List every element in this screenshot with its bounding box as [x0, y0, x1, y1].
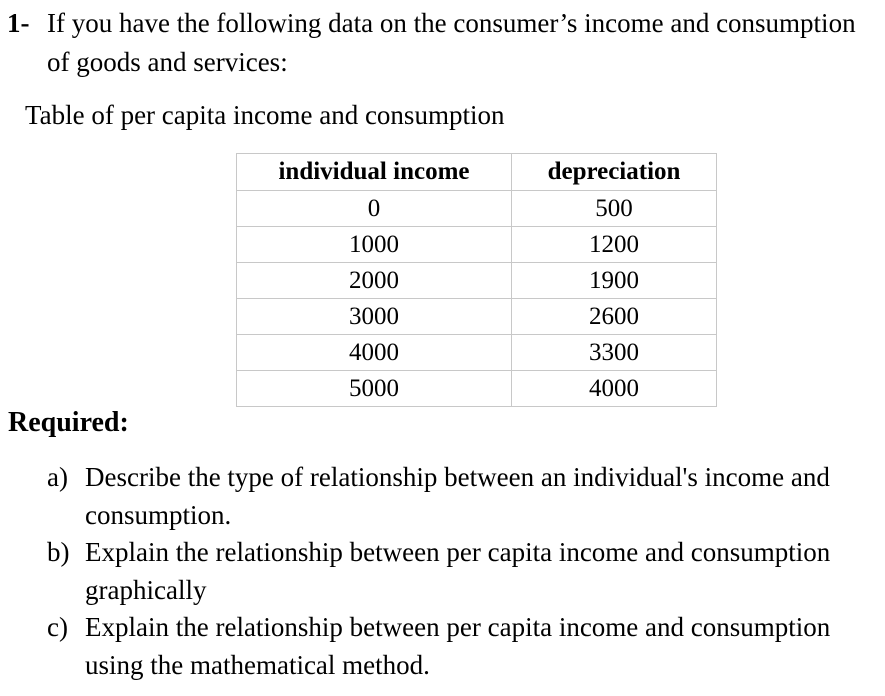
table-row — [237, 335, 717, 371]
column-header-individual-income: individual income — [237, 154, 512, 191]
table-row — [237, 299, 717, 335]
item-text: Describe the type of relationship between an individual's income and consumption. — [85, 462, 830, 530]
depreciation-cell: 1900 — [512, 263, 717, 299]
depreciation-cell: 1200 — [512, 227, 717, 263]
item-text: Explain the relationship between per capita income and consumption using the mathematical method. — [85, 612, 831, 680]
list-item — [47, 459, 877, 534]
income-consumption-table — [236, 153, 717, 407]
income-cell: 4000 — [237, 335, 512, 371]
depreciation-cell: 500 — [512, 191, 717, 227]
table-row — [237, 263, 717, 299]
income-cell: 0 — [237, 191, 512, 227]
item-marker: a) — [47, 462, 68, 492]
table-row — [237, 227, 717, 263]
table-row — [237, 371, 717, 407]
required-heading: Required: — [8, 407, 129, 438]
item-marker: b) — [47, 537, 70, 567]
income-cell: 3000 — [237, 299, 512, 335]
depreciation-cell: 2600 — [512, 299, 717, 335]
table-caption: Table of per capita income and consumption — [25, 100, 505, 130]
depreciation-cell: 4000 — [512, 371, 717, 407]
question-text: If you have the following data on the consumer’s income and consumption of goods and services: — [47, 8, 856, 77]
table-header-row — [237, 154, 717, 191]
question-number: 1- — [7, 8, 30, 38]
income-cell: 5000 — [237, 371, 512, 407]
required-list — [47, 459, 877, 684]
question-1 — [7, 4, 877, 82]
list-item — [47, 609, 877, 684]
item-marker: c) — [47, 612, 68, 642]
item-text: Explain the relationship between per capita income and consumption graphically — [85, 537, 831, 605]
table-row — [237, 191, 717, 227]
list-item — [47, 534, 877, 609]
income-cell: 2000 — [237, 263, 512, 299]
depreciation-cell: 3300 — [512, 335, 717, 371]
column-header-depreciation: depreciation — [512, 154, 717, 191]
income-cell: 1000 — [237, 227, 512, 263]
